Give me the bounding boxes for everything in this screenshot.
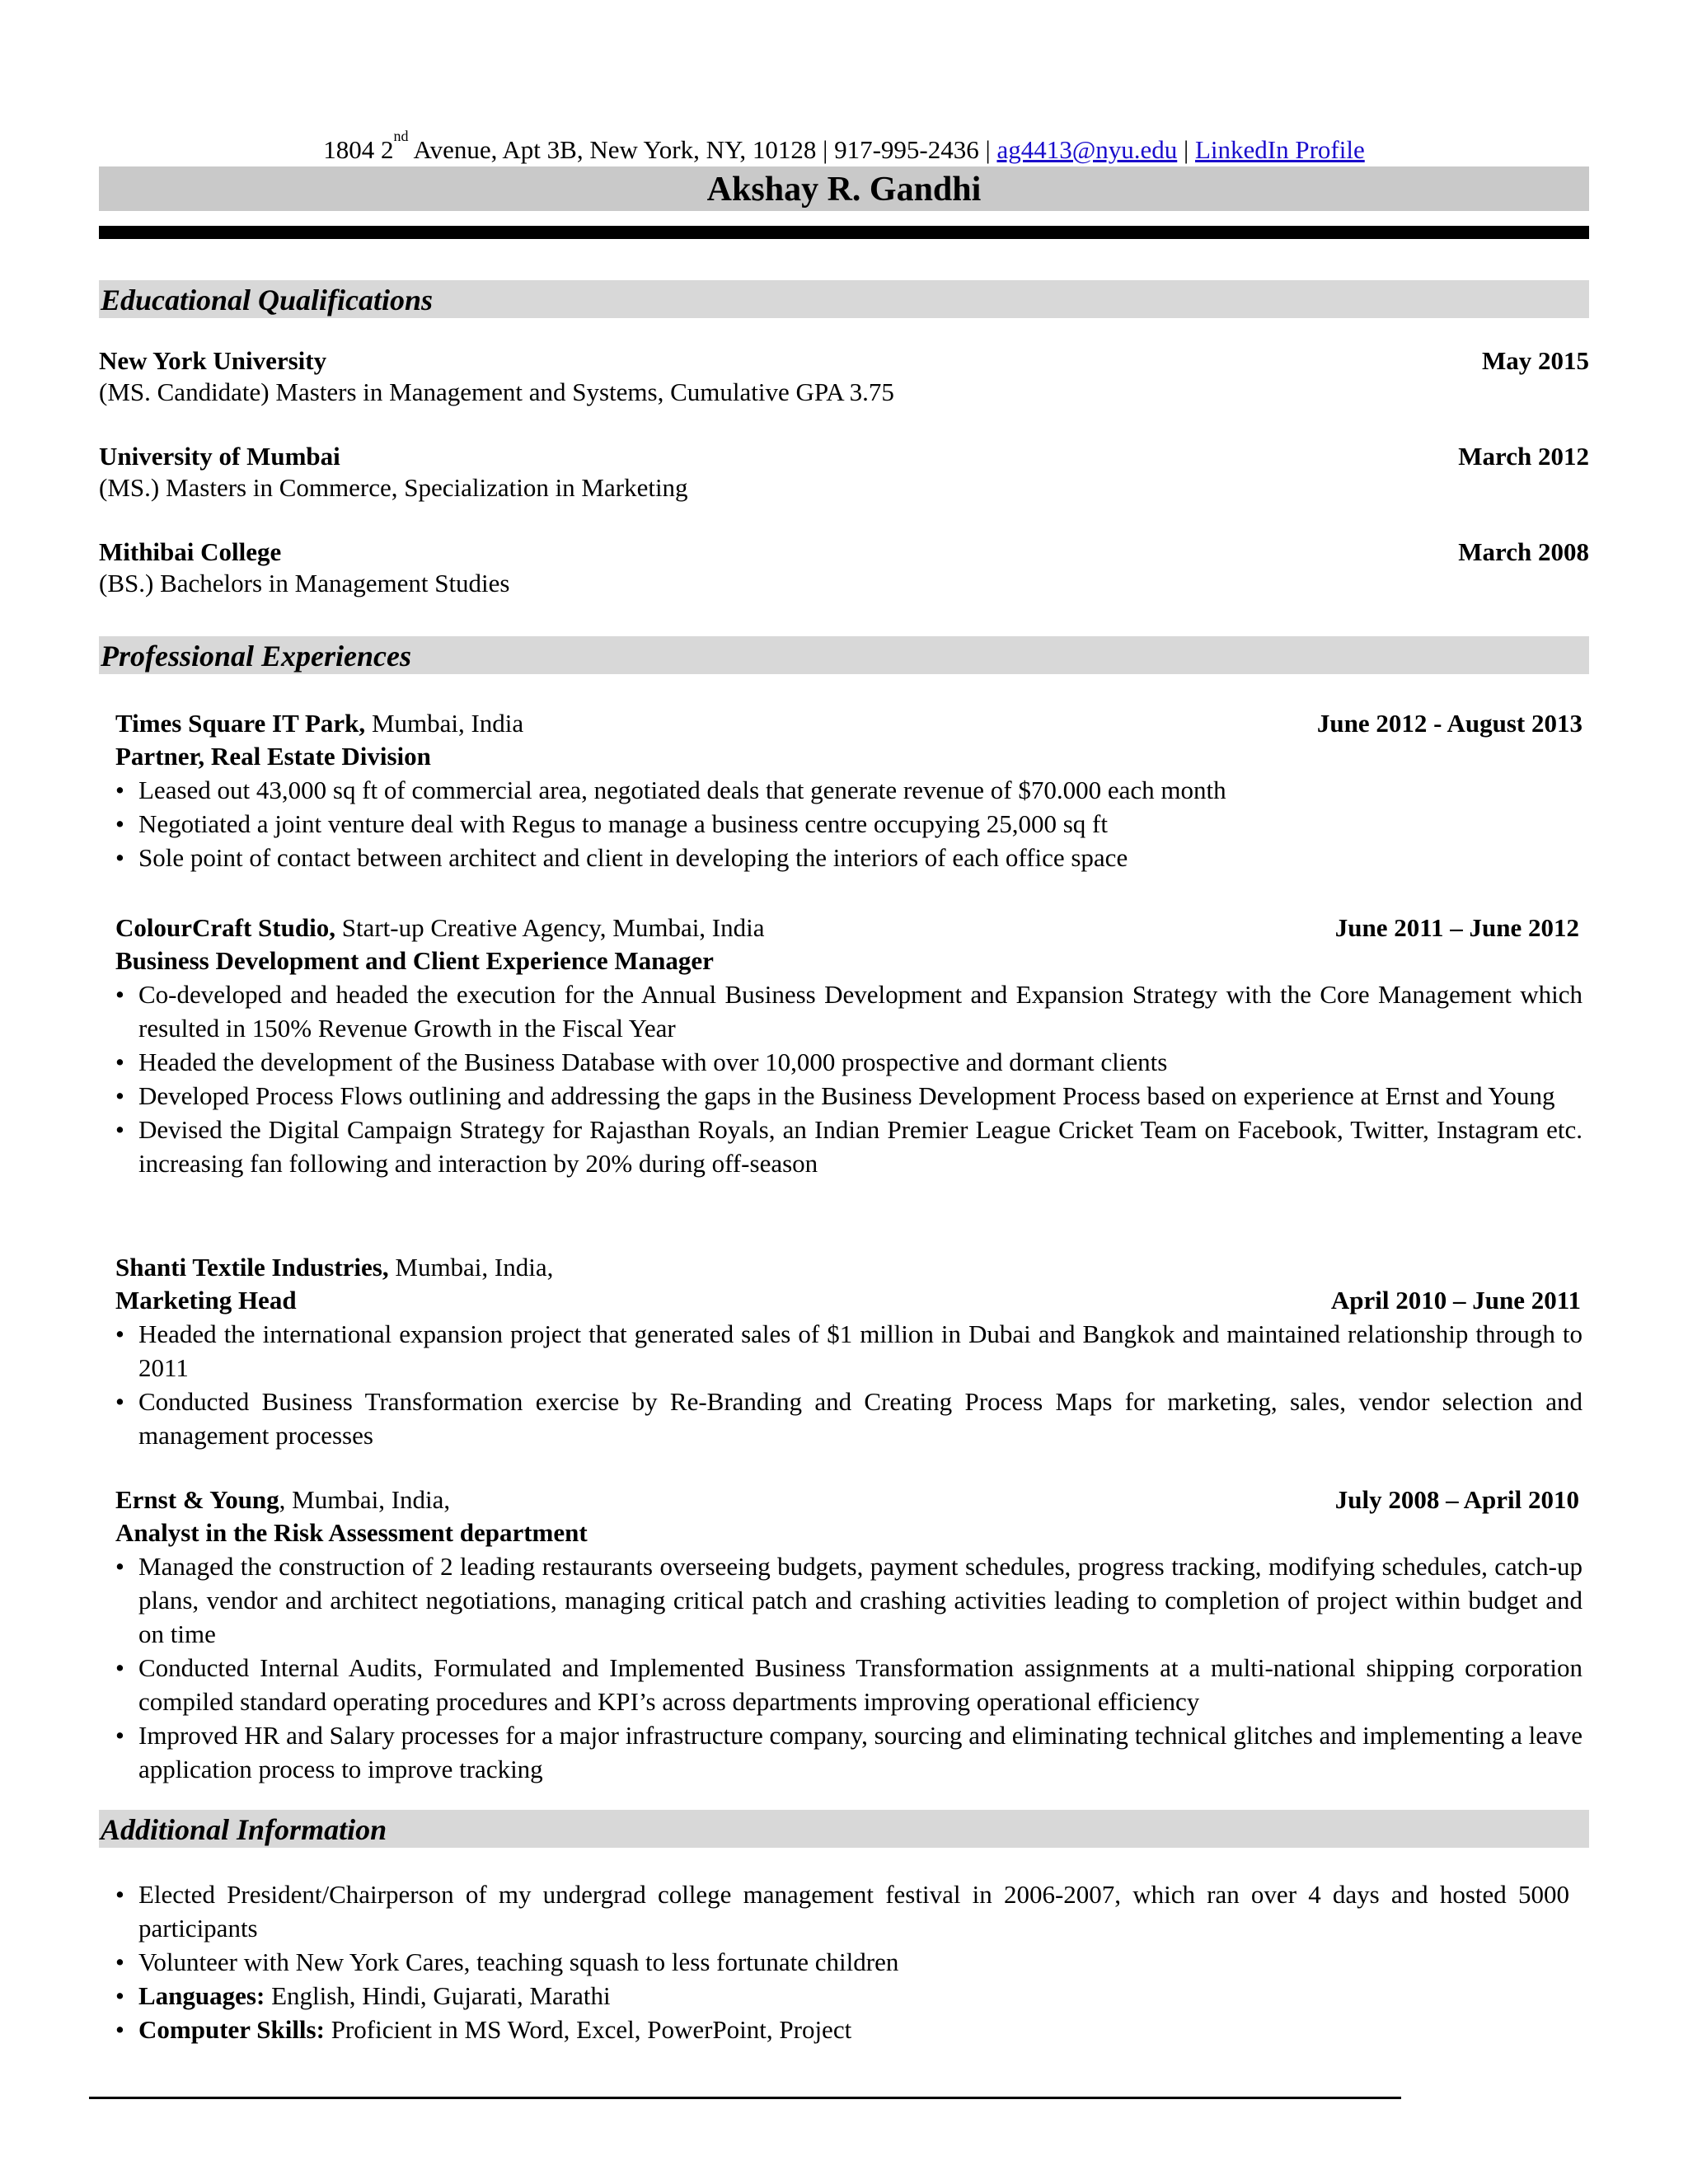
bullet-item: • Developed Process Flows outlining and addressing the gaps in the Business Development Process based on experience at Ernst and Young bbox=[115, 1079, 1582, 1113]
footer-divider bbox=[89, 2097, 1401, 2099]
company-location: Mumbai, India bbox=[365, 709, 524, 738]
bullet-item: • Conducted Business Transformation exercise by Re-Branding and Creating Process Maps for marketing, sales, vendor selection and management processes bbox=[115, 1385, 1582, 1452]
bullet-label: Languages: bbox=[138, 1981, 265, 2010]
company-name: Times Square IT Park, bbox=[115, 709, 366, 738]
bullet-item: • Conducted Internal Audits, Formulated and Implemented Business Transformation assignments at a multi-national shipping corporation compiled standard operating procedures and KPI’s across departments improving operational efficiency bbox=[115, 1651, 1582, 1718]
job-header bbox=[115, 912, 1582, 944]
bullet-item: • Leased out 43,000 sq ft of commercial area, negotiated deals that generate revenue of $70.000 each month bbox=[115, 773, 1582, 807]
job-entry bbox=[115, 1483, 1582, 1786]
job-role: Business Development and Client Experience Manager bbox=[115, 946, 714, 975]
job-bullets bbox=[115, 977, 1582, 1180]
education-date: March 2012 bbox=[1458, 442, 1589, 471]
bullet-item: • Devised the Digital Campaign Strategy for Rajasthan Royals, an Indian Premier League Cricket Team on Facebook, Twitter, Instagram etc. increasing fan following and interaction by 20% during off-season bbox=[115, 1113, 1582, 1180]
school-name: New York University bbox=[99, 346, 327, 375]
job-company-line bbox=[115, 1251, 553, 1284]
education-date: March 2008 bbox=[1458, 537, 1589, 566]
job-entry bbox=[115, 707, 1582, 874]
section-header-experience bbox=[99, 636, 1589, 674]
education-degree-row bbox=[99, 376, 1589, 409]
email-link[interactable]: ag4413@nyu.edu bbox=[996, 135, 1178, 164]
bullet-item: • Managed the construction of 2 leading restaurants overseeing budgets, payment schedules, progress tracking, modifying schedules, catch-up plans, vendor and architect negotiations, managing critical patch and crashing activities leading to completion of project within budget and on time bbox=[115, 1549, 1582, 1651]
bullet-item: • Improved HR and Salary processes for a major infrastructure company, sourcing and eliminating technical glitches and implementing a leave application process to improve tracking bbox=[115, 1718, 1582, 1786]
degree-text: (MS.) Masters in Commerce, Specialization in Marketing bbox=[99, 473, 688, 502]
company-location: , Mumbai, India, bbox=[279, 1485, 451, 1514]
bullet-item: • Headed the international expansion project that generated sales of $1 million in Dubai and Bangkok and maintained relationship through to 2011 bbox=[115, 1317, 1582, 1385]
job-company-line bbox=[115, 912, 765, 944]
bullet-text: Volunteer with New York Cares, teaching squash to less fortunate children bbox=[138, 1947, 899, 1976]
education-item bbox=[99, 440, 1589, 473]
section-title: Professional Experiences bbox=[101, 640, 411, 673]
bullet-item bbox=[115, 1877, 1569, 1945]
company-location: Start-up Creative Agency, Mumbai, India bbox=[335, 913, 765, 942]
job-role: Marketing Head bbox=[115, 1286, 297, 1315]
job-header bbox=[115, 707, 1582, 740]
bullet-item bbox=[115, 2013, 1569, 2046]
bullet-text: Elected President/Chairperson of my undergrad college management festival in 2006-2007, which ran over 4 days and hosted 5000 participants bbox=[138, 1880, 1569, 1943]
bullet-item bbox=[115, 1945, 1569, 1979]
job-bullets bbox=[115, 1317, 1582, 1452]
job-header bbox=[115, 1251, 1582, 1284]
education-date: May 2015 bbox=[1481, 346, 1589, 375]
education-item bbox=[99, 536, 1589, 569]
bullet-item bbox=[115, 1979, 1569, 2013]
school-name: Mithibai College bbox=[99, 537, 282, 566]
bullet-item: • Co-developed and headed the execution for the Annual Business Development and Expansion Strategy with the Core Management which resulted in 150% Revenue Growth in the Fiscal Year bbox=[115, 977, 1582, 1045]
job-entry bbox=[115, 1251, 1582, 1452]
address-ordinal: nd bbox=[393, 128, 409, 144]
linkedin-link[interactable]: LinkedIn Profile bbox=[1194, 135, 1365, 164]
company-location: Mumbai, India, bbox=[388, 1253, 554, 1282]
bullet-item: • Negotiated a joint venture deal with Regus to manage a business centre occupying 25,000 sq ft bbox=[115, 807, 1582, 841]
job-date: June 2011 – June 2012 bbox=[1334, 913, 1579, 942]
section-title: Educational Qualifications bbox=[101, 284, 434, 316]
job-role-row bbox=[115, 1284, 1582, 1317]
job-bullets bbox=[115, 773, 1582, 874]
education-degree-row bbox=[99, 471, 1589, 504]
address-rest: Avenue, Apt 3B, New York, NY, 10128 | 917-995-2436 | bbox=[408, 135, 997, 164]
job-date: July 2008 – April 2010 bbox=[1334, 1485, 1579, 1514]
additional-bullets bbox=[115, 1877, 1569, 2046]
bullet-label: Computer Skills: bbox=[138, 2015, 325, 2044]
school-name: University of Mumbai bbox=[99, 442, 340, 471]
contact-line bbox=[99, 128, 1589, 166]
bullet-text: Proficient in MS Word, Excel, PowerPoint, Project bbox=[324, 2015, 852, 2044]
section-title: Additional Information bbox=[101, 1813, 387, 1846]
job-entry bbox=[115, 912, 1582, 1180]
company-name: ColourCraft Studio, bbox=[115, 913, 335, 942]
education-degree-row bbox=[99, 567, 1589, 600]
bullet-text: English, Hindi, Gujarati, Marathi bbox=[265, 1981, 611, 2010]
job-company-line bbox=[115, 707, 523, 740]
job-bullets bbox=[115, 1549, 1582, 1786]
header-divider bbox=[99, 226, 1589, 239]
degree-text: (BS.) Bachelors in Management Studies bbox=[99, 569, 510, 598]
company-name: Shanti Textile Industries, bbox=[115, 1253, 389, 1282]
section-header-education bbox=[99, 280, 1589, 318]
job-date: April 2010 – June 2011 bbox=[1330, 1286, 1581, 1315]
candidate-name: Akshay R. Gandhi bbox=[706, 171, 982, 209]
job-company-line bbox=[115, 1483, 450, 1516]
company-name: Ernst & Young bbox=[115, 1485, 279, 1514]
name-banner bbox=[99, 166, 1589, 211]
section-header-additional bbox=[99, 1810, 1589, 1848]
job-date: June 2012 - August 2013 bbox=[1316, 709, 1582, 738]
job-role: Partner, Real Estate Division bbox=[115, 742, 431, 771]
education-item bbox=[99, 344, 1589, 377]
degree-text: (MS. Candidate) Masters in Management and Systems, Cumulative GPA 3.75 bbox=[99, 377, 894, 406]
additional-info bbox=[115, 1877, 1569, 2046]
address-prefix: 1804 2 bbox=[323, 135, 394, 164]
job-header bbox=[115, 1483, 1582, 1516]
contact-separator: | bbox=[1177, 135, 1195, 164]
job-role: Analyst in the Risk Assessment department bbox=[115, 1518, 588, 1547]
bullet-item: • Headed the development of the Business Database with over 10,000 prospective and dormant clients bbox=[115, 1045, 1582, 1079]
bullet-item: • Sole point of contact between architect and client in developing the interiors of each office space bbox=[115, 841, 1582, 874]
